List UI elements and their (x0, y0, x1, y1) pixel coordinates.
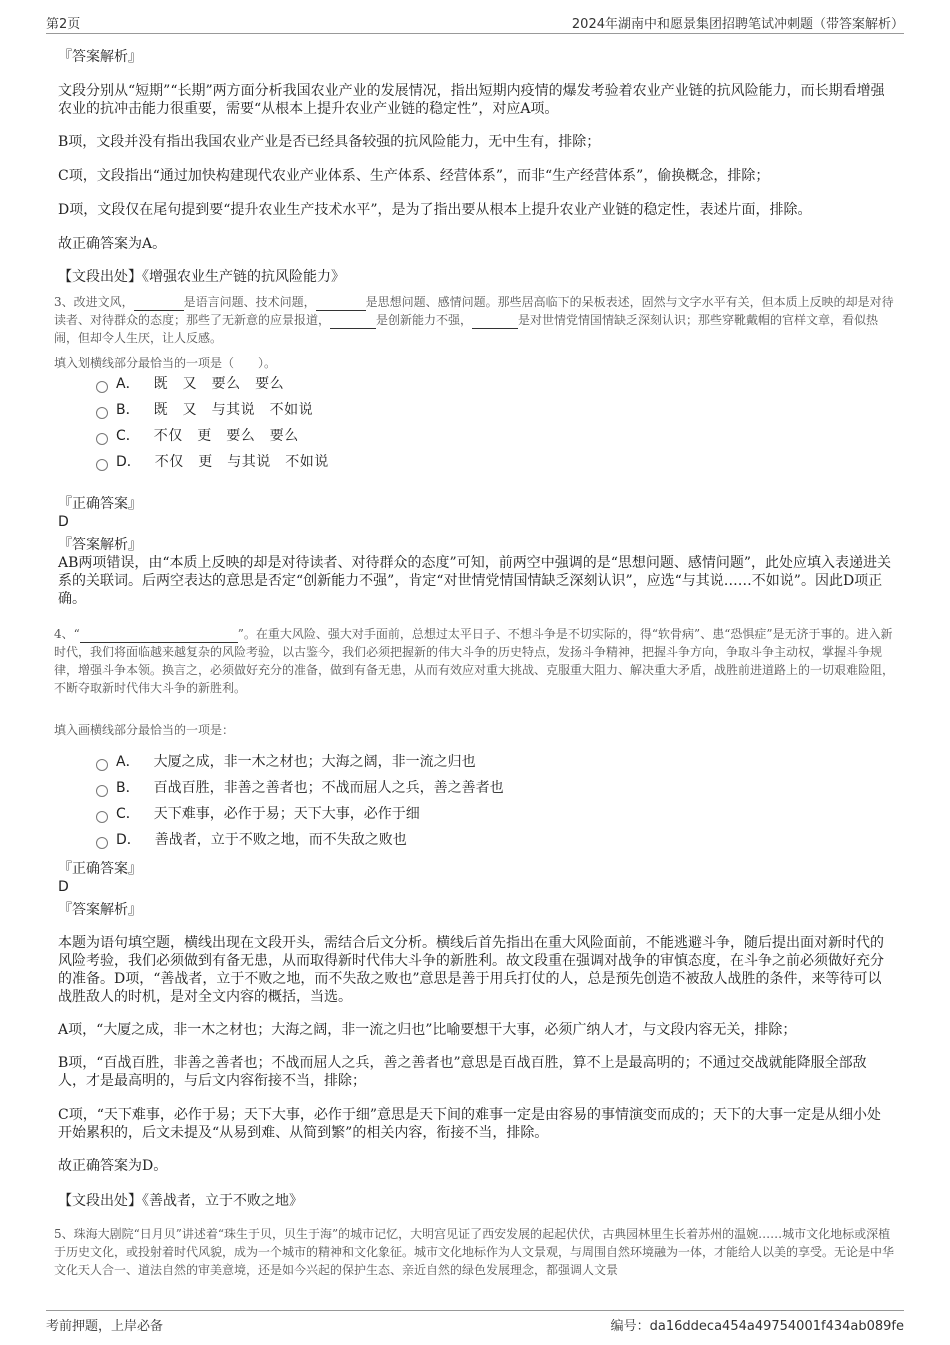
document-title: 2024年湖南中和愿景集团招聘笔试冲刺题（带答案解析） (571, 17, 904, 32)
q2-analysis-2: B项，文段并没有指出我国农业产业是否已经具备较强的抗风险能力，无中生有，排除； (58, 134, 601, 150)
footer-slogan: 考前押题，上岸必备 (46, 1319, 164, 1334)
blank (134, 297, 184, 311)
radio-icon[interactable] (96, 811, 108, 823)
q2-conclusion: 故正确答案为A。 (58, 236, 167, 252)
q2-analysis-3: C项，文段指出“通过加快构建现代农业产业体系、生产体系、经营体系”，而非“生产经营体系”，偷换概念，排除； (58, 168, 770, 184)
q2-analysis-1: 文段分别从“短期”“长期”两方面分析我国农业产业的发展情况，指出短期内疫情的爆发考验着农业产业链的抗风险能力，而长期看增强农业的抗冲击能力很重要，需要“从根本上提升农业产业链的稳定性”，对应A项。 (58, 83, 885, 117)
q2-source: 【文段出处】《增强农业生产链的抗风险能力》 (58, 269, 345, 285)
blank (472, 315, 518, 329)
q4-analysis-title: 『答案解析』 (58, 902, 142, 918)
page-header (46, 13, 904, 34)
q3-answer: D (58, 514, 69, 530)
question-5-stem: 5、珠海大剧院“日月贝”讲述着“珠生于贝，贝生于海”的城市记忆，大明宫见证了西安发展的起起伏伏，古典园林里生长着苏州的温婉……城市文化地标或深植于历史文化，或投射着时代风貌，成为一个城市的精神和文化象征。城市文化地标作为人文景观，与周围自然环境融为一体，才能给人以美的享受。无论是中华文化天人合一、道法自然的审美意境，还是如今兴起的保护生态、亲近自然的绿色发展理念，都强调人文景 (54, 1227, 895, 1277)
q3-analysis: AB两项错误，由“本质上反映的却是对待读者、对待群众的态度”可知，前两空中强调的是“思想问题、感情问题”，此处应填入表递进关系的关联词。后两空表达的意思是否定“创新能力不强”，肯定“对世情党情国情缺乏深刻认识”，应选“与其说……不如说”。因此D项正确。 (58, 555, 892, 607)
option-d[interactable]: D． 善战者，立于不败之地，而不失敌之败也 (96, 827, 504, 853)
blank (330, 315, 376, 329)
radio-icon[interactable] (96, 459, 108, 471)
radio-icon[interactable] (96, 759, 108, 771)
question-3-options (96, 371, 329, 475)
question-3-prompt: 填入划横线部分最恰当的一项是（ ）。 (54, 356, 277, 370)
radio-icon[interactable] (96, 837, 108, 849)
radio-icon[interactable] (96, 433, 108, 445)
q4-source: 【文段出处】《善战者，立于不败之地》 (58, 1193, 303, 1209)
option-b[interactable]: B． 既 又 与其说 不如说 (96, 397, 329, 423)
option-a[interactable]: A． 大厦之成，非一木之材也；大海之阔，非一流之归也 (96, 749, 504, 775)
page-number: 第2页 (46, 17, 81, 32)
blank (316, 297, 366, 311)
option-a[interactable]: A． 既 又 要么 要么 (96, 371, 329, 397)
question-4-options (96, 749, 504, 853)
q2-analysis-4: D项，文段仅在尾句提到要“提升农业生产技术水平”，是为了指出要从根本上提升农业产业链的稳定性，表述片面，排除。 (58, 202, 812, 218)
q3-analysis-title: 『答案解析』 (58, 537, 142, 553)
question-4-prompt: 填入画横线部分最恰当的一项是： (54, 723, 235, 737)
page-footer (46, 1310, 904, 1337)
question-4-stem: 4、“ ”。在重大风险、强大对手面前，总想过太平日子、不想斗争是不切实际的，得“软骨病”、患“恐惧症”是无济于事的。进入新时代，我们将面临越来越复杂的风险考验，以古鉴今，我们必须把握新的伟大斗争的历史特点，发扬斗争精神，把握斗争方向，争取斗争主动权，掌握斗争规律，增强斗争本领。换言之，必须做好充分的准备，做到有备无患，从而有效应对重大挑战、克服重大阻力、解决重大矛盾，战胜前进道路上的一切艰难险阻，不断夺取新时代伟大斗争的新胜利。 (54, 627, 895, 695)
radio-icon[interactable] (96, 785, 108, 797)
option-d[interactable]: D． 不仅 更 与其说 不如说 (96, 449, 329, 475)
q4-analysis-2: A项，“大厦之成，非一木之材也；大海之阔，非一流之归也”比喻要想干大事，必须广纳人才，与文段内容无关，排除； (58, 1022, 797, 1038)
option-b[interactable]: B． 百战百胜，非善之善者也；不战而屈人之兵，善之善者也 (96, 775, 504, 801)
q3-answer-title: 『正确答案』 (58, 496, 142, 512)
q4-answer-title: 『正确答案』 (58, 861, 142, 877)
q4-analysis-4: C项，“天下难事，必作于易；天下大事，必作于细”意思是天下间的难事一定是由容易的事情演变而成的；天下的大事一定是从细小处开始累积的，后文未提及“从易到难、从简到繁”的相关内容，衔接不当，排除。 (58, 1107, 882, 1141)
q4-analysis-1: 本题为语句填空题，横线出现在文段开头，需结合后文分析。横线后首先指出在重大风险面前，不能逃避斗争，随后提出面对新时代的风险考验，我们必须做到有备无患，从而取得新时代伟大斗争的新胜利。故文段重在强调对战争的审慎态度，在斗争之前必须做好充分的准备。D项，“善战者，立于不败之地，而不失敌之败也”意思是善于用兵打仗的人，总是预先创造不被敌人战胜的条件，来等待可以战胜敌人的时机，是对全文内容的概括，当选。 (58, 935, 884, 1005)
option-c[interactable]: C． 不仅 更 要么 要么 (96, 423, 329, 449)
q4-conclusion: 故正确答案为D。 (58, 1158, 168, 1174)
q4-answer: D (58, 879, 69, 895)
question-3-stem: 3、改进文风， 是语言问题、技术问题， 是思想问题、感情问题。那些居高临下的呆板表述，固然与文字水平有关，但本质上反映的却是对待读者、对待群众的态度；那些了无新意的应景报道， 是创新能力不强， 是对世情党情国情缺乏深刻认识；那些穿靴戴帽的官样文章，看似热闹，但却令人生厌，让人反感。 (54, 295, 894, 345)
q4-analysis-3: B项，“百战百胜，非善之善者也；不战而屈人之兵，善之善者也”意思是百战百胜，算不上是最高明的；不通过交战就能降服全部敌人，才是最高明的，与后文内容衔接不当，排除； (58, 1055, 867, 1089)
option-c[interactable]: C． 天下难事，必作于易；天下大事，必作于细 (96, 801, 504, 827)
q2-analysis-title: 『答案解析』 (58, 49, 142, 65)
blank (80, 629, 238, 643)
document-code: 编号：da16ddeca454a49754001f434ab089fe (610, 1319, 904, 1334)
radio-icon[interactable] (96, 381, 108, 393)
radio-icon[interactable] (96, 407, 108, 419)
